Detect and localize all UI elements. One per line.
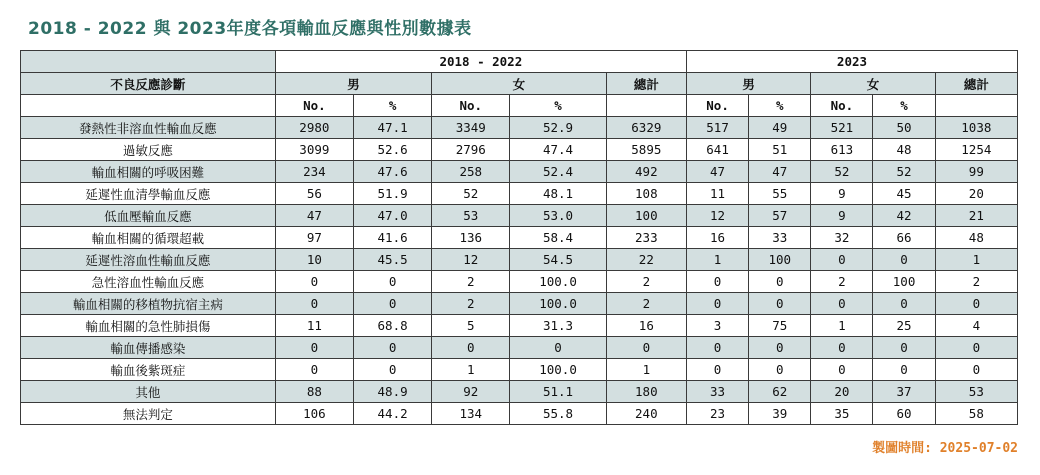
cell: 16 (686, 227, 748, 249)
table-row (21, 183, 1018, 205)
cell: 58 (935, 403, 1017, 425)
cell: 1 (606, 359, 686, 381)
cell: 100.0 (510, 293, 606, 315)
cell: 100.0 (510, 271, 606, 293)
cell: 48.9 (353, 381, 431, 403)
cell: 3 (686, 315, 748, 337)
cell: 0 (749, 293, 811, 315)
header-row-units (21, 95, 1018, 117)
cell: 2 (606, 293, 686, 315)
cell: 68.8 (353, 315, 431, 337)
cell: 44.2 (353, 403, 431, 425)
cell: 51.1 (510, 381, 606, 403)
cell: 240 (606, 403, 686, 425)
cell: 1 (686, 249, 748, 271)
header-period-2023: 2023 (686, 51, 1017, 73)
cell: 1254 (935, 139, 1017, 161)
row-label: 輸血相關的呼吸困難 (21, 161, 276, 183)
cell: 4 (935, 315, 1017, 337)
cell: 180 (606, 381, 686, 403)
cell: 52.6 (353, 139, 431, 161)
cell: 136 (432, 227, 510, 249)
cell: 0 (353, 271, 431, 293)
cell: 258 (432, 161, 510, 183)
row-label: 輸血相關的急性肺損傷 (21, 315, 276, 337)
cell: 92 (432, 381, 510, 403)
cell: 0 (935, 293, 1017, 315)
header-total-units-p2 (935, 95, 1017, 117)
cell: 99 (935, 161, 1017, 183)
cell: 0 (510, 337, 606, 359)
cell: 53 (432, 205, 510, 227)
cell: 25 (873, 315, 935, 337)
cell: 517 (686, 117, 748, 139)
cell: 52 (811, 161, 873, 183)
cell: 57 (749, 205, 811, 227)
cell: 134 (432, 403, 510, 425)
cell: 16 (606, 315, 686, 337)
row-label: 輸血傳播感染 (21, 337, 276, 359)
header-female-p2: 女 (811, 73, 935, 95)
table-row (21, 359, 1018, 381)
cell: 47.0 (353, 205, 431, 227)
cell: 97 (275, 227, 353, 249)
cell: 2 (432, 271, 510, 293)
table-row (21, 139, 1018, 161)
cell: 0 (686, 293, 748, 315)
row-label: 發熱性非溶血性輸血反應 (21, 117, 276, 139)
cell: 0 (686, 359, 748, 381)
header-total-p1: 總計 (606, 73, 686, 95)
cell: 50 (873, 117, 935, 139)
cell: 492 (606, 161, 686, 183)
cell: 33 (749, 227, 811, 249)
cell: 100.0 (510, 359, 606, 381)
table-row (21, 205, 1018, 227)
cell: 49 (749, 117, 811, 139)
cell: 5 (432, 315, 510, 337)
cell: 47.6 (353, 161, 431, 183)
header-male-p1: 男 (275, 73, 431, 95)
table-row (21, 293, 1018, 315)
cell: 48.1 (510, 183, 606, 205)
cell: 47.4 (510, 139, 606, 161)
cell: 55 (749, 183, 811, 205)
cell: 52.4 (510, 161, 606, 183)
cell: 48 (873, 139, 935, 161)
cell: 32 (811, 227, 873, 249)
table-row (21, 381, 1018, 403)
header-period-2018-2022: 2018 - 2022 (275, 51, 686, 73)
cell: 1 (432, 359, 510, 381)
cell: 2 (606, 271, 686, 293)
cell: 33 (686, 381, 748, 403)
table-body (21, 117, 1018, 425)
cell: 0 (873, 359, 935, 381)
table-row (21, 117, 1018, 139)
header-female-no-p2: No. (811, 95, 873, 117)
cell: 6329 (606, 117, 686, 139)
cell: 100 (749, 249, 811, 271)
header-male-no-p1: No. (275, 95, 353, 117)
cell: 11 (275, 315, 353, 337)
table-row (21, 227, 1018, 249)
cell: 0 (686, 271, 748, 293)
header-row-period (21, 51, 1018, 73)
cell: 20 (935, 183, 1017, 205)
cell: 0 (749, 359, 811, 381)
cell: 52 (432, 183, 510, 205)
cell: 12 (686, 205, 748, 227)
header-diagnosis: 不良反應診斷 (21, 73, 276, 95)
cell: 234 (275, 161, 353, 183)
cell: 1 (811, 315, 873, 337)
cell: 613 (811, 139, 873, 161)
row-label: 延遲性血清學輸血反應 (21, 183, 276, 205)
cell: 52 (873, 161, 935, 183)
cell: 0 (811, 293, 873, 315)
table-row (21, 403, 1018, 425)
cell: 0 (275, 293, 353, 315)
cell: 0 (686, 337, 748, 359)
table-row (21, 315, 1018, 337)
cell: 42 (873, 205, 935, 227)
cell: 39 (749, 403, 811, 425)
cell: 0 (275, 337, 353, 359)
row-label: 過敏反應 (21, 139, 276, 161)
cell: 3099 (275, 139, 353, 161)
row-label: 急性溶血性輸血反應 (21, 271, 276, 293)
cell: 2 (811, 271, 873, 293)
cell: 641 (686, 139, 748, 161)
header-total-units-p1 (606, 95, 686, 117)
cell: 1038 (935, 117, 1017, 139)
cell: 20 (811, 381, 873, 403)
cell: 53.0 (510, 205, 606, 227)
cell: 2 (432, 293, 510, 315)
cell: 62 (749, 381, 811, 403)
cell: 100 (873, 271, 935, 293)
cell: 2796 (432, 139, 510, 161)
cell: 21 (935, 205, 1017, 227)
cell: 5895 (606, 139, 686, 161)
created-date-footer: 製圖時間: 2025-07-02 (872, 441, 1018, 456)
header-row-sex (21, 73, 1018, 95)
row-label: 延遲性溶血性輸血反應 (21, 249, 276, 271)
cell: 9 (811, 205, 873, 227)
cell: 45.5 (353, 249, 431, 271)
cell: 0 (353, 359, 431, 381)
cell: 0 (873, 249, 935, 271)
cell: 233 (606, 227, 686, 249)
cell: 11 (686, 183, 748, 205)
header-female-p1: 女 (432, 73, 607, 95)
cell: 54.5 (510, 249, 606, 271)
cell: 0 (749, 271, 811, 293)
cell: 51 (749, 139, 811, 161)
cell: 1 (935, 249, 1017, 271)
cell: 108 (606, 183, 686, 205)
cell: 0 (873, 293, 935, 315)
header-total-p2: 總計 (935, 73, 1017, 95)
cell: 35 (811, 403, 873, 425)
table-row (21, 271, 1018, 293)
cell: 75 (749, 315, 811, 337)
cell: 9 (811, 183, 873, 205)
header-units-blank (21, 95, 276, 117)
cell: 31.3 (510, 315, 606, 337)
cell: 0 (811, 249, 873, 271)
cell: 47 (749, 161, 811, 183)
table-row (21, 337, 1018, 359)
cell: 48 (935, 227, 1017, 249)
header-male-pct-p2: % (749, 95, 811, 117)
cell: 521 (811, 117, 873, 139)
cell: 55.8 (510, 403, 606, 425)
cell: 0 (811, 359, 873, 381)
cell: 2980 (275, 117, 353, 139)
cell: 47.1 (353, 117, 431, 139)
cell: 0 (275, 359, 353, 381)
cell: 12 (432, 249, 510, 271)
cell: 51.9 (353, 183, 431, 205)
row-label: 輸血相關的循環超載 (21, 227, 276, 249)
row-label: 無法判定 (21, 403, 276, 425)
header-blank-cell (21, 51, 276, 73)
cell: 0 (606, 337, 686, 359)
row-label: 輸血相關的移植物抗宿主病 (21, 293, 276, 315)
table-row (21, 161, 1018, 183)
header-male-pct-p1: % (353, 95, 431, 117)
cell: 3349 (432, 117, 510, 139)
row-label: 其他 (21, 381, 276, 403)
row-label: 低血壓輸血反應 (21, 205, 276, 227)
cell: 0 (811, 337, 873, 359)
header-female-pct-p2: % (873, 95, 935, 117)
header-female-pct-p1: % (510, 95, 606, 117)
row-label: 輸血後紫斑症 (21, 359, 276, 381)
cell: 58.4 (510, 227, 606, 249)
cell: 47 (275, 205, 353, 227)
cell: 0 (353, 337, 431, 359)
header-male-p2: 男 (686, 73, 810, 95)
cell: 0 (432, 337, 510, 359)
cell: 0 (749, 337, 811, 359)
table-row (21, 249, 1018, 271)
transfusion-reaction-table (20, 50, 1018, 425)
cell: 0 (873, 337, 935, 359)
cell: 47 (686, 161, 748, 183)
cell: 53 (935, 381, 1017, 403)
cell: 0 (935, 359, 1017, 381)
header-female-no-p1: No. (432, 95, 510, 117)
cell: 52.9 (510, 117, 606, 139)
cell: 10 (275, 249, 353, 271)
cell: 2 (935, 271, 1017, 293)
cell: 66 (873, 227, 935, 249)
cell: 88 (275, 381, 353, 403)
cell: 23 (686, 403, 748, 425)
cell: 22 (606, 249, 686, 271)
cell: 45 (873, 183, 935, 205)
page-title: 2018 - 2022 與 2023年度各項輸血反應與性別數據表 (28, 19, 472, 39)
cell: 106 (275, 403, 353, 425)
cell: 41.6 (353, 227, 431, 249)
cell: 0 (353, 293, 431, 315)
cell: 37 (873, 381, 935, 403)
cell: 100 (606, 205, 686, 227)
header-male-no-p2: No. (686, 95, 748, 117)
cell: 60 (873, 403, 935, 425)
cell: 0 (275, 271, 353, 293)
cell: 0 (935, 337, 1017, 359)
cell: 56 (275, 183, 353, 205)
